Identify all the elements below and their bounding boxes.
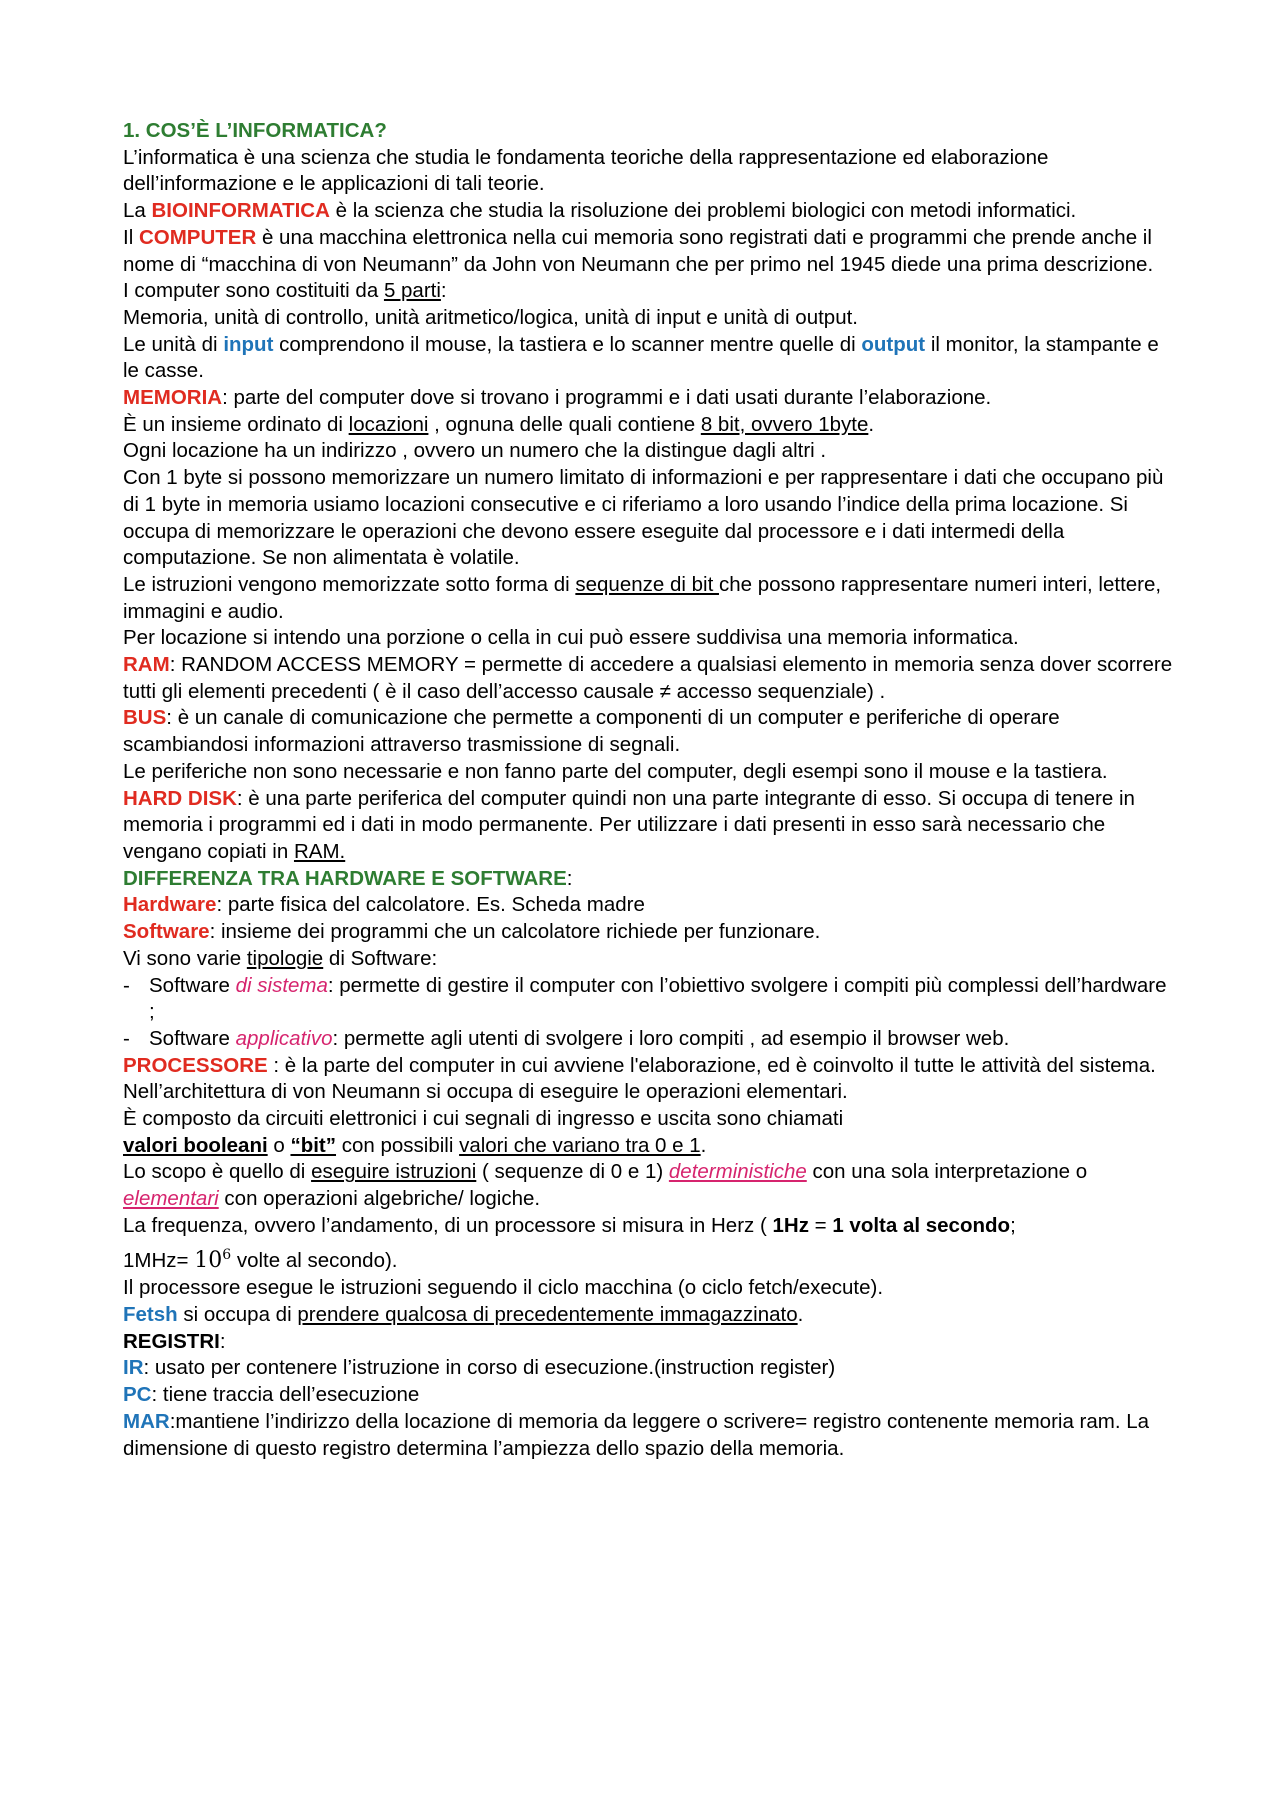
text: Lo scopo è quello di bbox=[123, 1160, 312, 1184]
term-processore: PROCESSORE bbox=[123, 1053, 268, 1077]
text: : insieme dei programmi che un calcolatore richiede per funzionare. bbox=[209, 920, 821, 944]
paragraph-pc bbox=[123, 1382, 1173, 1409]
text: : parte fisica del calcolatore. Es. Scheda madre bbox=[216, 893, 645, 917]
bold-underlined-text: “bit” bbox=[290, 1133, 337, 1157]
term-ram: RAM bbox=[123, 653, 170, 677]
paragraph-definition: L’informatica è una scienza che studia le fondamenta teoriche della rappresentazione ed elaborazione dell’informazione e le applicazioni di tali teorie. bbox=[123, 145, 1049, 196]
text: : permette di gestire il computer con l’obiettivo svolgere i compiti più complessi dell’hardware ; bbox=[149, 973, 1167, 1024]
text: : è una parte periferica del computer quindi non una parte integrante di esso. Si occupa di tenere in memoria i programmi ed i dati in modo permanente. Per utilizzare i dati presenti in esso sarà necessario che vengano copiati in bbox=[123, 786, 1135, 863]
text: : usato per contenere l’istruzione in corso di esecuzione.(instruction register) bbox=[143, 1356, 836, 1380]
italic-underlined-term: deterministiche bbox=[668, 1160, 807, 1184]
math-exponent: 6 bbox=[222, 1246, 232, 1263]
text: : bbox=[440, 279, 447, 303]
bold-underlined-text: valori booleani bbox=[123, 1133, 268, 1157]
text: : RANDOM ACCESS MEMORY = permette di accedere a qualsiasi elemento in memoria senza dover scorrere tutti gli elementi precedenti ( è il caso dell’accesso causale ≠ accesso sequenziale) . bbox=[123, 653, 1173, 703]
text: o bbox=[267, 1133, 291, 1157]
text: La frequenza, ovvero l’andamento, di un processore si misura in Herz ( bbox=[123, 1213, 773, 1237]
italic-underlined-term: elementari bbox=[123, 1187, 219, 1211]
math-base: 10 bbox=[194, 1247, 223, 1273]
bullet-dash: - bbox=[123, 1026, 130, 1050]
text: che possono rappresentare numeri interi, lettere, immagini e audio. bbox=[123, 572, 1162, 623]
subheading-hardware-software bbox=[123, 866, 1173, 893]
term-input: input bbox=[223, 332, 274, 356]
paragraph-bioinformatica bbox=[123, 198, 1173, 225]
italic-term: di sistema bbox=[235, 973, 328, 997]
term-output: output bbox=[861, 332, 926, 356]
paragraph-tipologie bbox=[123, 946, 1173, 973]
term-software: Software bbox=[123, 920, 210, 944]
underlined-text: locazioni bbox=[348, 412, 429, 436]
text: ( sequenze di 0 e 1) bbox=[476, 1160, 669, 1184]
text: . bbox=[700, 1133, 707, 1157]
paragraph-fetch bbox=[123, 1302, 1173, 1329]
underlined-text: prendere qualcosa di precedentemente immagazzinato bbox=[297, 1303, 798, 1327]
underlined-text: RAM. bbox=[293, 839, 346, 863]
list-item-software-sistema bbox=[123, 973, 1173, 1026]
text: È un insieme ordinato di bbox=[123, 412, 349, 436]
paragraph-ir bbox=[123, 1355, 1173, 1382]
bullet-dash: - bbox=[123, 973, 130, 997]
text: di Software: bbox=[323, 946, 438, 970]
paragraph-input-output bbox=[123, 332, 1173, 385]
paragraph-locazione-def: Per locazione si intendo una porzione o cella in cui può essere suddivisa una memoria informatica. bbox=[123, 626, 1019, 650]
section-title: 1. COS’È L’INFORMATICA? bbox=[123, 119, 387, 142]
paragraph-periferiche: Le periferiche non sono necessarie e non fanno parte del computer, degli esempi sono il mouse e la tastiera. bbox=[123, 759, 1108, 783]
subheading-text: REGISTRI bbox=[123, 1329, 220, 1353]
text: I computer sono costituiti da bbox=[123, 279, 384, 303]
text: : è un canale di comunicazione che permette a componenti di un computer e periferiche di operare scambiandosi informazioni attraverso trasmissione di segnali. bbox=[123, 706, 1060, 757]
text: :mantiene l’indirizzo della locazione di memoria da leggere o scrivere= registro contenente memoria ram. La dimensione di questo registro determina l’ampiezza dello spazio della memoria. bbox=[123, 1409, 1150, 1460]
paragraph-parts bbox=[123, 278, 1173, 305]
paragraph-bus bbox=[123, 705, 1173, 758]
term-bioinformatica: BIOINFORMATICA bbox=[151, 199, 330, 223]
text: comprendono il mouse, la tastiera e lo scanner mentre quelle di bbox=[273, 332, 862, 356]
paragraph-ciclo: Il processore esegue le istruzioni seguendo il ciclo macchina (o ciclo fetch/execute). bbox=[123, 1276, 884, 1300]
underlined-text: 5 parti bbox=[383, 279, 441, 303]
text: : bbox=[219, 1329, 226, 1353]
text: : parte del computer dove si trovano i programmi e i dati usati durante l’elaborazione. bbox=[222, 386, 992, 410]
text: volte al secondo). bbox=[231, 1248, 398, 1272]
text: : è la parte del computer in cui avviene l'elaborazione, ed è coinvolto il tutte le attività del sistema. Nell’architettura di von Neumann si occupa di eseguire le operazioni elementari. bbox=[123, 1053, 1156, 1104]
paragraph-mhz bbox=[123, 1240, 1173, 1276]
paragraph-parts-list: Memoria, unità di controllo, unità aritmetico/logica, unità di input e unità di output. bbox=[123, 305, 858, 329]
term-hardware: Hardware bbox=[123, 893, 217, 917]
text: si occupa di bbox=[177, 1303, 298, 1327]
text: : bbox=[566, 866, 573, 890]
term-bus: BUS bbox=[123, 706, 167, 730]
text: = bbox=[808, 1213, 833, 1237]
text: con possibili bbox=[336, 1133, 460, 1157]
text: il monitor, la stampante e le casse. bbox=[123, 332, 1159, 383]
text: Vi sono varie bbox=[123, 946, 247, 970]
term-ir: IR bbox=[123, 1356, 144, 1380]
text: : tiene traccia dell’esecuzione bbox=[151, 1383, 420, 1407]
underlined-text: sequenze di bit bbox=[575, 572, 719, 596]
text: : permette agli utenti di svolgere i loro compiti , ad esempio il browser web. bbox=[332, 1026, 1010, 1050]
text: Le istruzioni vengono memorizzate sotto forma di bbox=[123, 572, 576, 596]
text: 1MHz= bbox=[123, 1248, 195, 1272]
paragraph-ram bbox=[123, 652, 1173, 705]
text: con una sola interpretazione o bbox=[806, 1160, 1088, 1184]
paragraph-locazioni bbox=[123, 412, 1173, 439]
document-page bbox=[123, 118, 1173, 1462]
text: Software bbox=[149, 973, 236, 997]
term-pc: PC bbox=[123, 1383, 152, 1407]
subheading-registri bbox=[123, 1329, 1173, 1356]
paragraph-processore bbox=[123, 1053, 1173, 1106]
paragraph-hard-disk bbox=[123, 786, 1173, 866]
text: Il bbox=[123, 225, 139, 249]
text: . bbox=[868, 412, 875, 436]
paragraph-istruzioni bbox=[123, 572, 1173, 625]
text: ; bbox=[1010, 1213, 1016, 1237]
paragraph-hardware bbox=[123, 892, 1173, 919]
term-computer: COMPUTER bbox=[138, 225, 257, 249]
paragraph-mar bbox=[123, 1409, 1173, 1462]
bold-text: 1 volta al secondo bbox=[832, 1213, 1011, 1237]
paragraph-scopo bbox=[123, 1159, 1173, 1212]
text: Software bbox=[149, 1026, 236, 1050]
term-memoria: MEMORIA bbox=[123, 386, 223, 410]
list-item-software-applicativo bbox=[123, 1026, 1173, 1053]
subheading-text: DIFFERENZA TRA HARDWARE E SOFTWARE bbox=[123, 866, 567, 890]
bold-text: 1Hz bbox=[772, 1213, 809, 1237]
text: , ognuna delle quali contiene bbox=[428, 412, 701, 436]
text: con operazioni algebriche/ logiche. bbox=[218, 1187, 541, 1211]
text: è una macchina elettronica nella cui memoria sono registrati dati e programmi che prende anche il nome di “macchina di von Neumann” da John von Neumann che per primo nel 1945 diede una prima descrizione. bbox=[123, 225, 1154, 276]
paragraph-circuiti: È composto da circuiti elettronici i cui segnali di ingresso e uscita sono chiamati bbox=[123, 1107, 844, 1131]
italic-term: applicativo bbox=[235, 1026, 333, 1050]
paragraph-frequenza bbox=[123, 1213, 1173, 1240]
paragraph-software bbox=[123, 919, 1173, 946]
text: . bbox=[797, 1303, 804, 1327]
text: è la scienza che studia la risoluzione dei problemi biologici con metodi informatici. bbox=[329, 199, 1077, 223]
paragraph-byte: Con 1 byte si possono memorizzare un numero limitato di informazioni e per rappresentare i dati che occupano più di 1 byte in memoria usiamo locazioni consecutive e ci riferiamo a loro usando l’indice della prima locazione. Si occupa di memorizzare le operazioni che devono essere eseguite dal processore e i dati intermedi della computazione. Se non alimentata è volatile. bbox=[123, 466, 1164, 570]
underlined-text: eseguire istruzioni bbox=[311, 1160, 477, 1184]
underlined-text: 8 bit, ovvero 1byte bbox=[700, 412, 869, 436]
paragraph-indirizzo: Ogni locazione ha un indirizzo , ovvero un numero che la distingue dagli altri . bbox=[123, 439, 827, 463]
underlined-text: valori che variano tra 0 e 1 bbox=[459, 1133, 701, 1157]
paragraph-booleani bbox=[123, 1133, 1173, 1160]
paragraph-memoria bbox=[123, 385, 1173, 412]
term-fetsh: Fetsh bbox=[123, 1303, 178, 1327]
underlined-text: tipologie bbox=[246, 946, 324, 970]
text: La bbox=[123, 199, 152, 223]
term-hard-disk: HARD DISK bbox=[123, 786, 237, 810]
text: Le unità di bbox=[123, 332, 224, 356]
paragraph-computer bbox=[123, 225, 1173, 278]
term-mar: MAR bbox=[123, 1409, 170, 1433]
